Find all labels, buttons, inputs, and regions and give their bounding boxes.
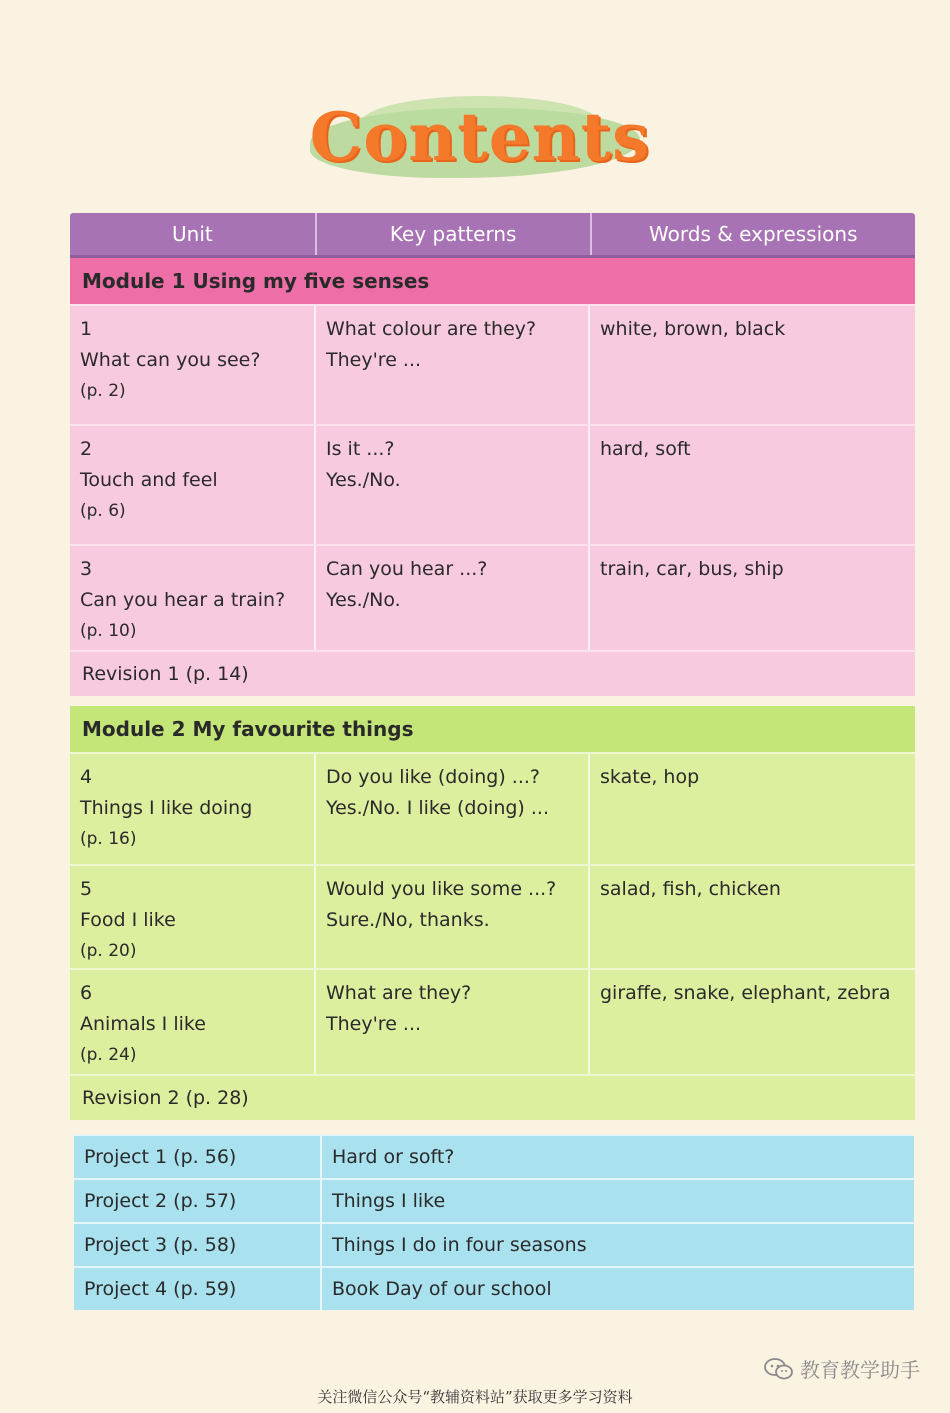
pattern-line: Can you hear ...? [326,558,488,580]
unit-cell [70,426,316,544]
pattern-line: Would you like some ...? [326,878,557,900]
revision-2: Revision 2 (p. 28) [70,1074,915,1120]
unit-number: 3 [80,558,93,580]
words-cell: train, car, bus, ship [600,558,784,580]
table-header [70,213,915,258]
pattern-line: They're ... [326,349,422,371]
revision-1: Revision 1 (p. 14) [70,650,915,696]
unit-name: Can you hear a train? [80,589,286,611]
unit-number: 5 [80,878,93,900]
unit-number: 2 [80,438,93,460]
unit-number: 1 [80,318,93,340]
pattern-line: Do you like (doing) ...? [326,766,540,788]
pattern-line: What are they? [326,982,472,1004]
project-title: Book Day of our school [332,1278,552,1300]
contents-table [70,213,915,1310]
unit-page: (p. 20) [80,941,137,961]
unit-row [70,968,915,1074]
project-row [74,1178,914,1222]
header-unit: Unit [70,213,317,255]
pattern-line: Is it ...? [326,438,395,460]
unit-name: Food I like [80,909,176,931]
words-cell: hard, soft [600,438,691,460]
unit-name: Things I like doing [80,797,253,819]
words-cell: giraffe, snake, elephant, zebra [600,982,891,1004]
pattern-line: Yes./No. [326,589,401,611]
watermark [764,1354,920,1383]
pattern-line: Yes./No. [326,469,401,491]
unit-cell [70,866,316,968]
pattern-line: They're ... [326,1013,422,1035]
pattern-line: Yes./No. I like (doing) ... [326,797,549,819]
unit-name: Touch and feel [80,469,218,491]
projects-section [74,1134,914,1310]
unit-page: (p. 10) [80,621,137,641]
unit-number: 6 [80,982,93,1004]
unit-number: 4 [80,766,93,788]
contents-title-area [300,88,660,198]
project-title: Hard or soft? [332,1146,455,1168]
unit-cell [70,754,316,864]
project-row [74,1134,914,1178]
project-label: Project 3 (p. 58) [74,1224,322,1266]
project-row [74,1266,914,1310]
module-1-heading: Module 1 Using my five senses [70,258,915,304]
unit-name: Animals I like [80,1013,206,1035]
unit-name: What can you see? [80,349,261,371]
unit-cell [70,546,316,650]
patterns-cell [316,306,590,424]
module-2-heading: Module 2 My favourite things [70,706,915,752]
words-cell: white, brown, black [600,318,786,340]
pattern-line: What colour are they? [326,318,537,340]
project-row [74,1222,914,1266]
patterns-cell [316,754,590,864]
watermark-text: 教育教学助手 [800,1358,920,1382]
header-key-patterns: Key patterns [317,213,592,255]
wechat-icon [764,1358,794,1380]
project-label: Project 2 (p. 57) [74,1180,322,1222]
patterns-cell [316,970,590,1074]
unit-row [70,864,915,968]
project-title: Things I do in four seasons [332,1234,587,1256]
pattern-line: Sure./No, thanks. [326,909,490,931]
project-title: Things I like [332,1190,446,1212]
patterns-cell [316,426,590,544]
module-1-section [70,258,915,696]
unit-page: (p. 24) [80,1045,137,1065]
unit-page: (p. 6) [80,501,126,521]
unit-cell [70,970,316,1074]
project-label: Project 4 (p. 59) [74,1268,322,1310]
unit-row [70,544,915,650]
unit-row [70,304,915,424]
patterns-cell [316,866,590,968]
module-2-section [70,706,915,1120]
footer-note: 关注微信公众号“教辅资料站”获取更多学习资料 [317,1388,633,1406]
words-cell: skate, hop [600,766,700,788]
words-cell: salad, fish, chicken [600,878,781,900]
unit-row [70,424,915,544]
header-words: Words & expressions [649,222,858,246]
unit-cell [70,306,316,424]
unit-row [70,752,915,864]
page-title: Contents [309,98,651,176]
unit-page: (p. 2) [80,381,126,401]
unit-page: (p. 16) [80,829,137,849]
project-label: Project 1 (p. 56) [74,1136,322,1178]
patterns-cell [316,546,590,650]
